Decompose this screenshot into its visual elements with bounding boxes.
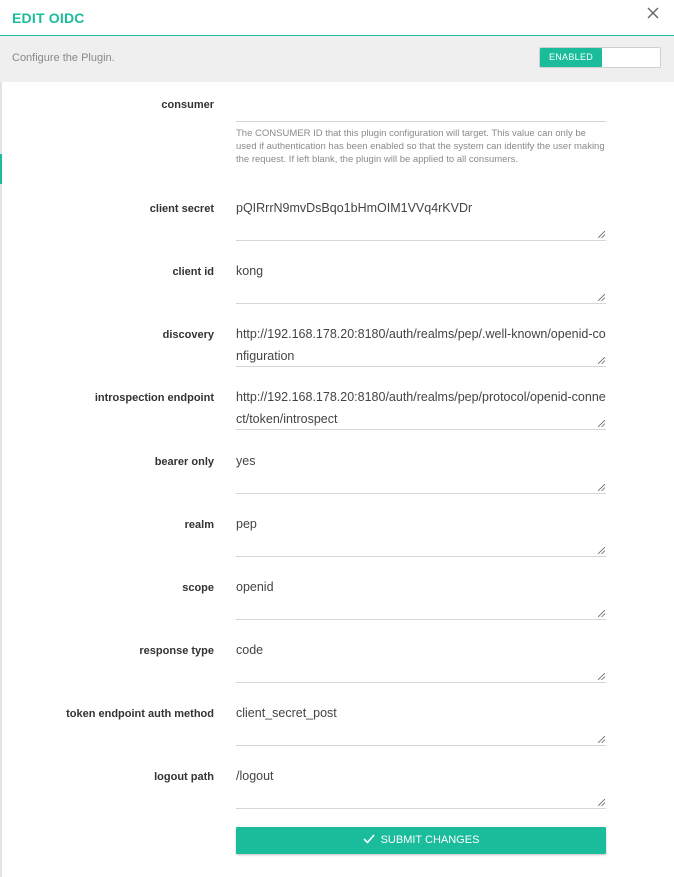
scope-input[interactable] (236, 576, 606, 620)
logout-path-input[interactable] (236, 765, 606, 809)
submit-changes-button[interactable] (236, 827, 606, 854)
introspection-endpoint-label: introspection endpoint (94, 392, 214, 404)
logout-path-value: /logout (236, 769, 274, 783)
consumer-input[interactable] (236, 99, 606, 122)
resize-handle-icon[interactable] (598, 610, 605, 617)
bearer-only-input[interactable] (236, 450, 606, 494)
bearer-only-label: bearer only (154, 456, 214, 468)
consumer-label: consumer (161, 99, 214, 111)
resize-handle-icon[interactable] (598, 357, 605, 364)
client-id-value: kong (236, 264, 264, 278)
left-edge-bar (0, 82, 2, 877)
dialog-title: EDIT OIDC (12, 10, 85, 26)
scope-label: scope (182, 582, 214, 594)
introspection-endpoint-value: http://192.168.178.20:8180/auth/realms/pep/protocol/openid-connect/token/introspect (236, 390, 606, 426)
left-edge-marker (0, 154, 2, 184)
resize-handle-icon[interactable] (598, 484, 605, 491)
dialog-header (0, 0, 674, 36)
client-secret-input[interactable] (236, 197, 606, 241)
close-icon[interactable] (646, 6, 660, 20)
resize-handle-icon[interactable] (598, 673, 605, 680)
logout-path-label: logout path (154, 771, 214, 783)
client-secret-label: client secret (149, 203, 214, 215)
plugin-config-description: Configure the Plugin. (12, 52, 115, 64)
client-id-label: client id (172, 266, 214, 278)
response-type-input[interactable] (236, 639, 606, 683)
check-icon (363, 834, 375, 844)
discovery-label: discovery (162, 329, 214, 341)
discovery-input[interactable] (236, 323, 606, 367)
resize-handle-icon[interactable] (598, 547, 605, 554)
submit-changes-label: SUBMIT CHANGES (380, 834, 480, 846)
token-endpoint-auth-method-value: client_secret_post (236, 706, 337, 720)
response-type-label: response type (139, 645, 214, 657)
realm-value: pep (236, 517, 257, 531)
plugin-config-bar (0, 36, 674, 82)
discovery-value: http://192.168.178.20:8180/auth/realms/pep/.well-known/openid-configuration (236, 327, 606, 363)
resize-handle-icon[interactable] (598, 420, 605, 427)
resize-handle-icon[interactable] (598, 736, 605, 743)
enabled-toggle-label: ENABLED (540, 48, 602, 67)
scope-value: openid (236, 580, 274, 594)
enabled-toggle[interactable] (539, 47, 661, 68)
client-secret-value: pQIRrrN9mvDsBqo1bHmOIM1VVq4rKVDr (236, 201, 473, 215)
realm-label: realm (184, 519, 214, 531)
client-id-input[interactable] (236, 260, 606, 304)
token-endpoint-auth-method-input[interactable] (236, 702, 606, 746)
resize-handle-icon[interactable] (598, 799, 605, 806)
token-endpoint-auth-method-label: token endpoint auth method (66, 708, 214, 720)
response-type-value: code (236, 643, 264, 657)
resize-handle-icon[interactable] (598, 231, 605, 238)
introspection-endpoint-input[interactable] (236, 386, 606, 430)
resize-handle-icon[interactable] (598, 294, 605, 301)
realm-input[interactable] (236, 513, 606, 557)
consumer-help-text: The CONSUMER ID that this plugin configuration will target. This value can only be used if authentication has been enabled so that the system can identify the user making the request. If left blank, the plugin will be applied to all consumers. (236, 128, 605, 165)
bearer-only-value: yes (236, 454, 256, 468)
